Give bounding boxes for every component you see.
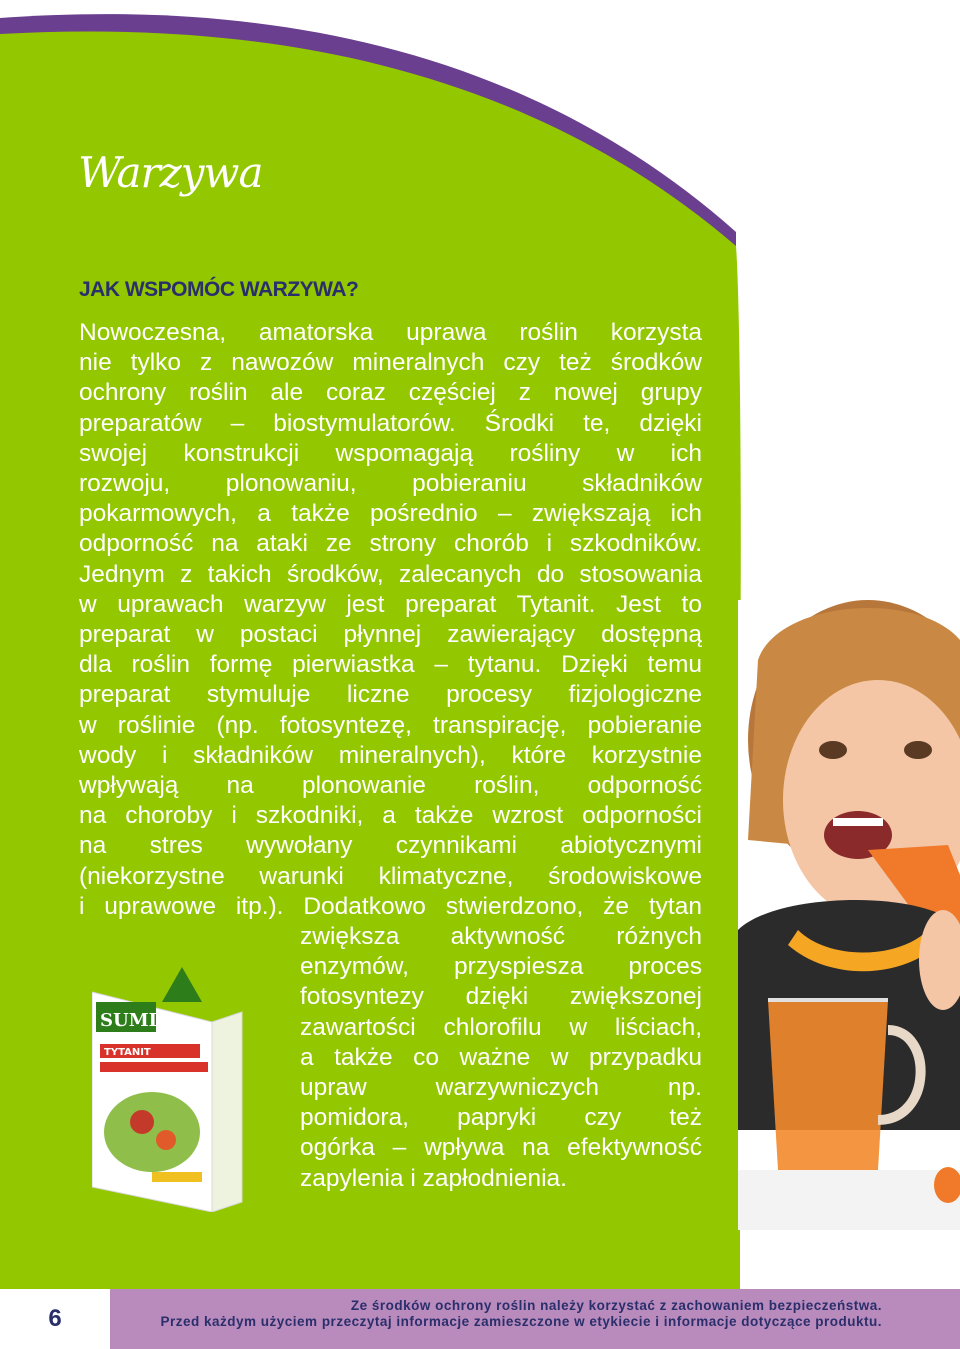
paragraph-line: Nowoczesna, amatorska uprawa roślin korzysta [79, 319, 702, 346]
paragraph-line: odporność na ataki ze strony chorób i szkodników. [79, 530, 702, 558]
paragraph-line: w roślinie (np. fotosyntezę, transpirację, pobieranie [79, 711, 702, 739]
indented-paragraph [300, 922, 702, 1194]
product-box-image [92, 962, 252, 1212]
footer-label-notice: Przed każdym użyciem przeczytaj informacje zamieszczone w etykiecie i informacje dotyczące produktu. [160, 1314, 882, 1329]
paragraph-line: wpływają na plonowanie roślin, odporność [79, 772, 702, 800]
page-number: 6 [0, 1289, 110, 1349]
paragraph-line: nie tylko z nawozów mineralnych czy też środków [79, 349, 702, 377]
paragraph-line: preparat w postaci płynnej zawierający dostępną [79, 621, 702, 649]
paragraph-line: wody i składników mineralnych), które korzystnie [79, 741, 702, 769]
paragraph-line: upraw warzywniczych np. [300, 1074, 702, 1102]
paragraph-line: zwiększa aktywność różnych [300, 923, 702, 950]
section-heading: JAK WSPOMÓC WARZYWA? [79, 278, 359, 301]
paragraph-line: zawartości chlorofilu w liściach, [300, 1013, 702, 1041]
paragraph-line: swojej konstrukcji wspomagają rośliny w ich [79, 439, 702, 467]
paragraph-line: preparat stymuluje liczne procesy fizjologiczne [79, 681, 702, 709]
child-with-carrot-photo [738, 600, 960, 1230]
product-name-label: TYTANIT [104, 1047, 151, 1058]
paragraph-line: i uprawowe itp.). Dodatkowo stwierdzono, że tytan [79, 892, 702, 920]
main-paragraph [79, 318, 702, 922]
product-brand-label: SUMIN [100, 1010, 174, 1031]
paragraph-line: rozwoju, plonowaniu, pobieraniu składników [79, 470, 702, 498]
paragraph-line: a także co ważne w przypadku [300, 1043, 702, 1071]
paragraph-line: dla roślin formę pierwiastka – tytanu. Dzięki temu [79, 651, 702, 679]
footer-safety-notice: Ze środków ochrony roślin należy korzystać z zachowaniem bezpieczeństwa. [350, 1298, 882, 1313]
paragraph-line: na choroby i szkodniki, a także wzrost odporności [79, 802, 702, 830]
paragraph-line: ogórka – wpływa na efektywność [300, 1134, 702, 1162]
paragraph-line: enzymów, przyspiesza proces [300, 953, 702, 981]
footer-bar [0, 1289, 960, 1349]
paragraph-line: preparatów – biostymulatorów. Środki te, dzięki [79, 409, 702, 437]
paragraph-line: Jednym z takich środków, zalecanych do stosowania [79, 560, 702, 588]
paragraph-line: zapylenia i zapłodnienia. [300, 1164, 567, 1192]
paragraph-line: na stres wywołany czynnikami abiotycznymi [79, 832, 702, 860]
paragraph-line: pokarmowych, a także pośrednio – zwiększają ich [79, 500, 702, 528]
page-title: Warzywa [78, 148, 263, 197]
paragraph-line: ochrony roślin ale coraz częściej z nowej grupy [79, 379, 702, 407]
paragraph-line: (niekorzystne warunki klimatyczne, środowiskowe [79, 862, 702, 890]
paragraph-line: w uprawach warzyw jest preparat Tytanit. Jest to [79, 590, 702, 618]
paragraph-line: fotosyntezy dzięki zwiększonej [300, 983, 702, 1011]
paragraph-line: pomidora, papryki czy też [300, 1104, 702, 1132]
